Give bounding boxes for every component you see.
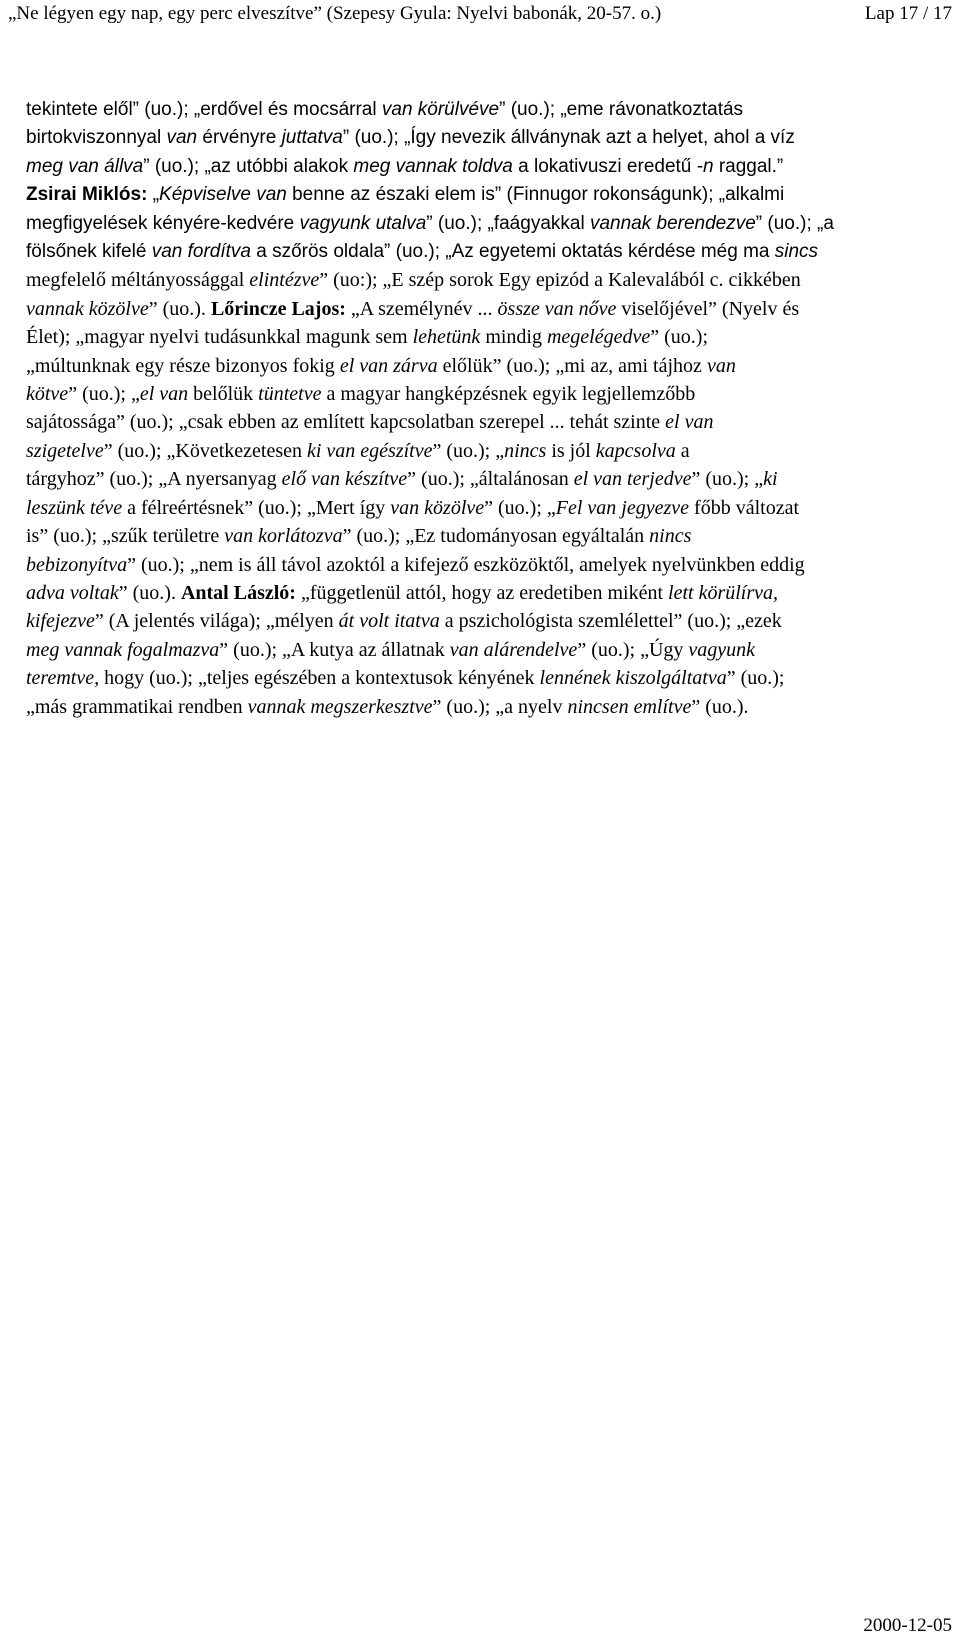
text-segment: ” (uo.); „ — [68, 383, 140, 406]
italic-phrase: kapcsolva — [595, 439, 676, 462]
italic-phrase: ki van egészítve — [306, 439, 433, 462]
italic-phrase: Képviselve van — [159, 184, 287, 206]
italic-phrase: nincsen említve — [567, 695, 692, 718]
text-segment: ” (uo.); „a nyelv — [432, 695, 568, 718]
text-segment: a — [675, 439, 690, 462]
italic-phrase: meg vannak fogalmazva — [26, 638, 220, 661]
text-segment: ” (uo.); „általánosan — [407, 468, 574, 491]
text-segment: is” (uo.); „szűk területre — [26, 525, 225, 548]
italic-phrase: vagyunk utalva — [299, 212, 427, 234]
text-segment: ” (uo.); „Úgy — [577, 638, 689, 661]
text-line — [26, 352, 906, 380]
text-line — [26, 323, 906, 351]
text-segment: ” (uo.). — [691, 695, 749, 718]
text-segment: ” (uo.); — [726, 667, 785, 690]
italic-phrase: el van — [139, 383, 189, 406]
text-segment: ” (uo.); „Következetesen — [103, 439, 307, 462]
text-line — [26, 494, 906, 522]
text-segment: a félreértésnek” (uo.); „Mert így — [122, 496, 391, 519]
text-segment: belőlük — [188, 383, 259, 406]
text-segment: tárgyhoz” (uo.); „A nyersanyag — [26, 468, 282, 491]
italic-phrase: van fordítva — [151, 241, 251, 263]
text-segment: ” (uo.); „az utóbbi alakok — [143, 155, 354, 177]
text-segment: a magyar hangképzésnek egyik legjellemzőbb — [321, 383, 696, 406]
italic-phrase: el van zárva — [339, 354, 438, 377]
page-indicator: Lap 17 / 17 — [864, 3, 952, 24]
text-line — [26, 693, 906, 721]
italic-phrase: -n — [696, 155, 714, 177]
text-segment: „A személynév ... — [345, 297, 498, 320]
text-line — [26, 579, 906, 607]
author-name: Zsirai Miklós: — [26, 184, 148, 206]
text-line — [26, 210, 906, 238]
text-line — [26, 551, 906, 579]
text-segment: ” (uo.); „ — [484, 496, 556, 519]
text-line — [26, 465, 906, 493]
page-header — [8, 0, 952, 30]
italic-phrase: lett körülírva, — [668, 581, 779, 604]
text-segment: benne az északi elem is” (Finnugor rokonságunk); „alkalmi — [286, 184, 785, 206]
italic-phrase: van — [706, 354, 736, 377]
text-segment: ” (A jelentés világa); „mélyen — [94, 610, 339, 633]
text-segment: „ — [147, 184, 160, 206]
italic-phrase: meg vannak toldva — [353, 155, 513, 177]
text-segment: ” (uo.). — [148, 297, 211, 320]
text-segment: ” (uo.); „ — [691, 468, 764, 491]
text-segment: „más grammatikai rendben — [26, 695, 248, 718]
author-name: Lőrincze Lajos: — [210, 297, 346, 320]
text-line — [26, 181, 906, 209]
italic-phrase: vannak berendezve — [589, 212, 756, 234]
italic-phrase: el van terjedve — [573, 468, 692, 491]
text-segment: előlük” (uo.); „mi az, ami tájhoz — [437, 354, 707, 377]
text-segment: ” (uo.); „Így nevezik állványnak azt a helyet, ahol a víz — [342, 127, 795, 149]
text-segment: viselőjével” (Nyelv és — [616, 297, 800, 320]
italic-phrase: van alárendelve — [449, 638, 578, 661]
text-segment: fölsőnek kifelé — [26, 241, 152, 263]
italic-phrase: vagyunk — [688, 638, 756, 661]
text-segment: főbb változat — [689, 496, 800, 519]
italic-phrase: el van — [665, 411, 714, 434]
text-line — [26, 96, 906, 124]
footer-date: 2000-12-05 — [863, 1615, 952, 1636]
italic-phrase: megelégedve — [546, 326, 651, 349]
text-segment: mindig — [480, 326, 547, 349]
italic-phrase: tüntetve — [258, 383, 322, 406]
italic-phrase: szigetelve — [26, 439, 104, 462]
italic-phrase: lennének kiszolgáltatva — [539, 667, 727, 690]
text-segment: Élet); „magyar nyelvi tudásunkkal magunk sem — [26, 326, 413, 349]
italic-phrase: leszünk téve — [26, 496, 123, 519]
text-segment: ” (uo.); „nem is áll távol azoktól a kifejező eszközöktől, amelyek nyelvünkben eddig — [127, 553, 805, 576]
italic-phrase: teremtve, — [26, 667, 100, 690]
text-line — [26, 380, 906, 408]
italic-phrase: nincs — [504, 439, 547, 462]
italic-phrase: van — [166, 127, 198, 149]
text-line — [26, 153, 906, 181]
text-segment: hogy (uo.); „teljes egészében a kontextusok kényének — [99, 667, 540, 690]
italic-phrase: elintézve — [249, 269, 320, 292]
text-segment: ” (uo:); „E szép sorok Egy epizód a Kalevalából c. cikkében — [319, 269, 801, 292]
italic-phrase: adva voltak — [26, 581, 119, 604]
text-segment: ” (uo.); „A kutya az állatnak — [219, 638, 450, 661]
text-segment: is jól — [546, 439, 596, 462]
text-segment: ” (uo.); „faágyakkal — [426, 212, 590, 234]
text-segment: ” (uo.); „ — [432, 439, 505, 462]
italic-phrase: lehetünk — [412, 326, 481, 349]
text-line — [26, 408, 906, 436]
italic-phrase: meg van állva — [26, 155, 144, 177]
text-line — [26, 124, 906, 152]
author-name: Antal László: — [180, 581, 296, 604]
text-segment: tekintete elől” (uo.); „erdővel és mocsárral — [26, 99, 382, 120]
text-segment: ” (uo.); „a — [755, 212, 834, 234]
italic-phrase: Fel van jegyezve — [555, 496, 690, 519]
italic-phrase: vannak közölve — [26, 297, 149, 320]
italic-phrase: át volt itatva — [338, 610, 440, 633]
text-line — [26, 522, 906, 550]
text-segment: ” (uo.); „eme rávonatkoztatás — [499, 99, 744, 120]
text-segment: „függetlenül attól, hogy az eredetiben miként — [295, 581, 669, 604]
text-segment: a lokativuszi eredetű — [512, 155, 697, 177]
text-segment: a szőrös oldala” (uo.); „Az egyetemi oktatás kérdése még ma — [250, 241, 775, 263]
text-line — [26, 664, 906, 692]
italic-phrase: össze van nőve — [497, 297, 617, 320]
text-segment: ” (uo.); „Ez tudományosan egyáltalán — [342, 525, 650, 548]
italic-phrase: bebizonyítva — [26, 553, 128, 576]
document-title: „Ne légyen egy nap, egy perc elveszítve” (Szepesy Gyula: Nyelvi babonák, 20-57. o.) — [8, 3, 662, 24]
body-text — [26, 96, 906, 721]
italic-phrase: kötve — [26, 383, 69, 406]
text-line — [26, 437, 906, 465]
text-segment: ” (uo.); — [650, 326, 709, 349]
text-segment: birtokviszonnyal — [26, 127, 167, 149]
text-segment: ” (uo.). — [118, 581, 181, 604]
text-line — [26, 295, 906, 323]
italic-phrase: ki — [763, 468, 778, 491]
italic-phrase: juttatva — [281, 127, 343, 149]
text-line — [26, 266, 906, 294]
text-line — [26, 607, 906, 635]
italic-phrase: sincs — [774, 241, 819, 263]
italic-phrase: van körülvéve — [381, 99, 500, 120]
text-segment: megfelelő méltányossággal — [26, 269, 250, 292]
italic-phrase: van közölve — [390, 496, 485, 519]
text-segment: sajátossága” (uo.); „csak ebben az említett kapcsolatban szerepel ... tehát szinte — [26, 411, 666, 434]
italic-phrase: nincs — [649, 525, 692, 548]
text-segment: a pszichológista szemlélettel” (uo.); „ezek — [439, 610, 782, 633]
text-segment: érvényre — [197, 127, 282, 149]
text-line — [26, 636, 906, 664]
text-line — [26, 238, 906, 266]
text-segment: „múltunknak egy része bizonyos fokig — [26, 354, 340, 377]
italic-phrase: van korlátozva — [224, 525, 343, 548]
italic-phrase: kifejezve — [26, 610, 95, 633]
text-segment: raggal.” — [713, 155, 784, 177]
italic-phrase: vannak megszerkesztve — [247, 695, 433, 718]
text-segment: megfigyelések kényére-kedvére — [26, 212, 300, 234]
italic-phrase: elő van készítve — [281, 468, 408, 491]
